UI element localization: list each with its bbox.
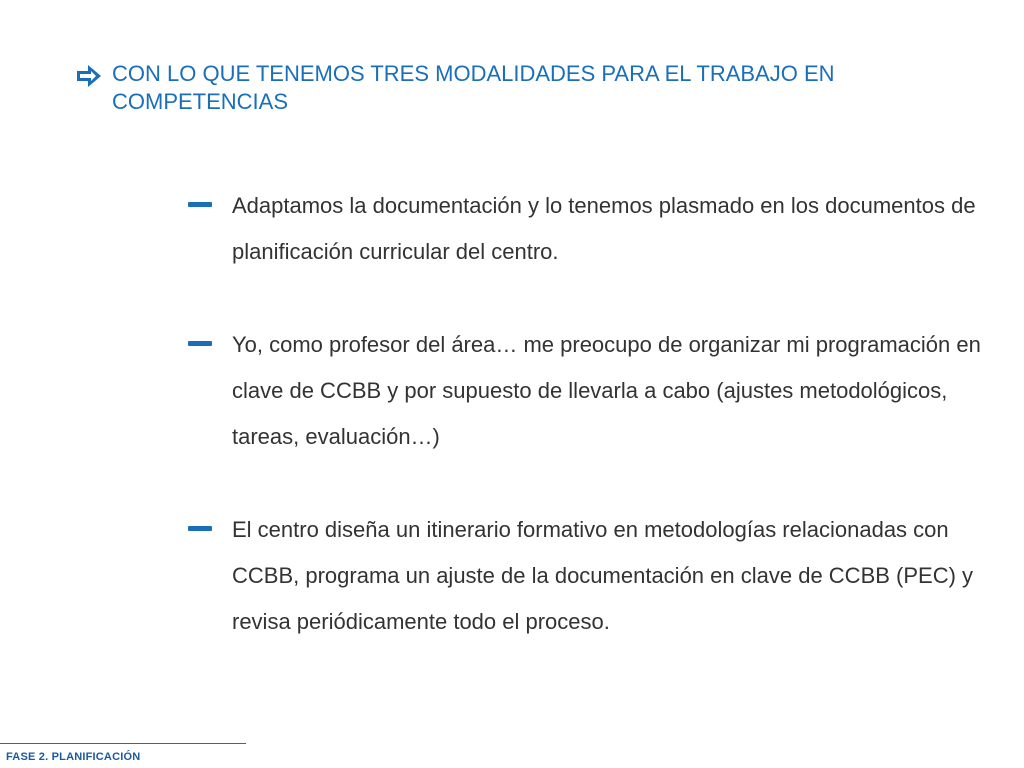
list-item: [188, 322, 1008, 460]
heading-text: CON LO QUE TENEMOS TRES MODALIDADES PARA EL TRABAJO EN COMPETENCIAS: [112, 61, 835, 114]
list-item: [188, 507, 1008, 645]
slide-heading: [76, 60, 976, 116]
dash-bullet-icon: [188, 341, 212, 346]
list-item: [188, 183, 1008, 275]
list-item-text: El centro diseña un itinerario formativo en metodologías relacionadas con CCBB, programa un ajuste de la documentación en clave de CCBB (PEC) y revisa periódicamente todo el proceso.: [232, 517, 974, 634]
right-arrow-icon: [76, 63, 102, 89]
footer-divider: [0, 743, 246, 744]
dash-bullet-icon: [188, 526, 212, 531]
bullet-list: [188, 183, 1008, 692]
list-item-text: Yo, como profesor del área… me preocupo de organizar mi programación en clave de CCBB y por supuesto de llevarla a cabo (ajustes metodológicos, tareas, evaluación…): [232, 332, 981, 449]
dash-bullet-icon: [188, 202, 212, 207]
list-item-text: Adaptamos la documentación y lo tenemos plasmado en los documentos de planificación curricular del centro.: [232, 193, 976, 264]
footer-label: FASE 2. PLANIFICACIÓN: [6, 751, 141, 763]
